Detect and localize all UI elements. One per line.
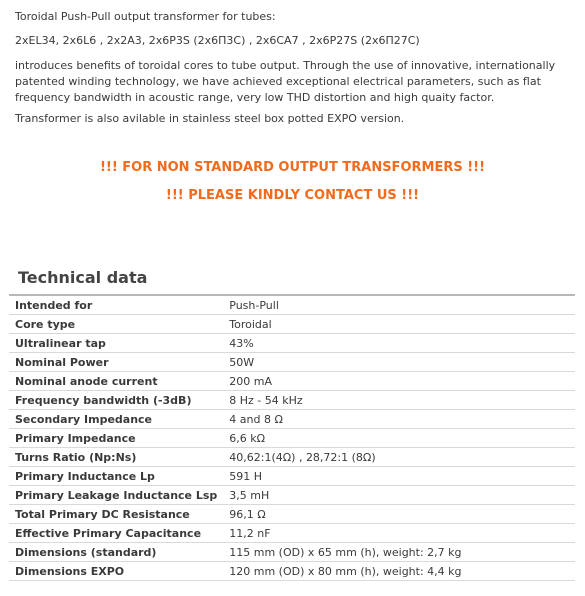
intro-tubes-list: 2xEL34, 2x6L6 , 2x2A3, 2x6P3S (2x6П3С) , 2x6CA7 , 2x6P27S (2x6П27С)	[15, 34, 420, 47]
spec-value: 11,2 nF	[223, 524, 575, 543]
spec-label: Turns Ratio (Np:Ns)	[9, 448, 223, 467]
spec-label: Secondary Impedance	[9, 410, 223, 429]
spec-label: Primary Impedance	[9, 429, 223, 448]
spec-value: 96,1 Ω	[223, 505, 575, 524]
spec-label: Dimensions (standard)	[9, 543, 223, 562]
table-row	[9, 524, 575, 543]
spec-label: Dimensions EXPO	[9, 562, 223, 581]
intro-heading: Toroidal Push-Pull output transformer for tubes:	[15, 10, 276, 23]
spec-label: Effective Primary Capacitance	[9, 524, 223, 543]
spec-value: 200 mA	[223, 372, 575, 391]
spec-value: 4 and 8 Ω	[223, 410, 575, 429]
spec-value: Toroidal	[223, 315, 575, 334]
table-row	[9, 486, 575, 505]
spec-label: Nominal Power	[9, 353, 223, 372]
spec-value: 8 Hz - 54 kHz	[223, 391, 575, 410]
spec-value: 115 mm (OD) x 65 mm (h), weight: 2,7 kg	[223, 543, 575, 562]
table-row	[9, 372, 575, 391]
spec-label: Primary Leakage Inductance Lsp	[9, 486, 223, 505]
alert-contact: !!! PLEASE KINDLY CONTACT US !!!	[165, 188, 420, 203]
spec-value: 120 mm (OD) x 80 mm (h), weight: 4,4 kg	[223, 562, 575, 581]
spec-label: Nominal anode current	[9, 372, 223, 391]
technical-data-title: Technical data	[18, 268, 148, 287]
spec-label: Total Primary DC Resistance	[9, 505, 223, 524]
table-row	[9, 315, 575, 334]
table-row	[9, 391, 575, 410]
intro-description: introduces benefits of toroidal cores to tube output. Through the use of innovative, internationally patented winding technology, we have achieved exceptional electrical parameters, such as flat frequency bandwidth in acoustic range, very low THD distortion and high quaity factor.	[15, 59, 556, 104]
spec-value: Push-Pull	[223, 295, 575, 315]
table-row	[9, 543, 575, 562]
table-row	[9, 353, 575, 372]
spec-value: 43%	[223, 334, 575, 353]
spec-value: 591 H	[223, 467, 575, 486]
table-row	[9, 334, 575, 353]
table-row	[9, 429, 575, 448]
table-row	[9, 448, 575, 467]
spec-value: 50W	[223, 353, 575, 372]
table-row	[9, 467, 575, 486]
table-row	[9, 505, 575, 524]
table-row	[9, 410, 575, 429]
table-row	[9, 295, 575, 315]
spec-label: Primary Inductance Lp	[9, 467, 223, 486]
spec-label: Ultralinear tap	[9, 334, 223, 353]
technical-data-table	[9, 294, 575, 581]
expo-note: Transformer is also avilable in stainless steel box potted EXPO version.	[15, 112, 405, 125]
alert-nonstandard: !!! FOR NON STANDARD OUTPUT TRANSFORMERS !!!	[99, 160, 486, 175]
spec-value: 40,62:1(4Ω) , 28,72:1 (8Ω)	[223, 448, 575, 467]
table-row	[9, 562, 575, 581]
spec-value: 3,5 mH	[223, 486, 575, 505]
spec-label: Frequency bandwidth (-3dB)	[9, 391, 223, 410]
spec-value: 6,6 kΩ	[223, 429, 575, 448]
spec-label: Core type	[9, 315, 223, 334]
spec-label: Intended for	[9, 295, 223, 315]
